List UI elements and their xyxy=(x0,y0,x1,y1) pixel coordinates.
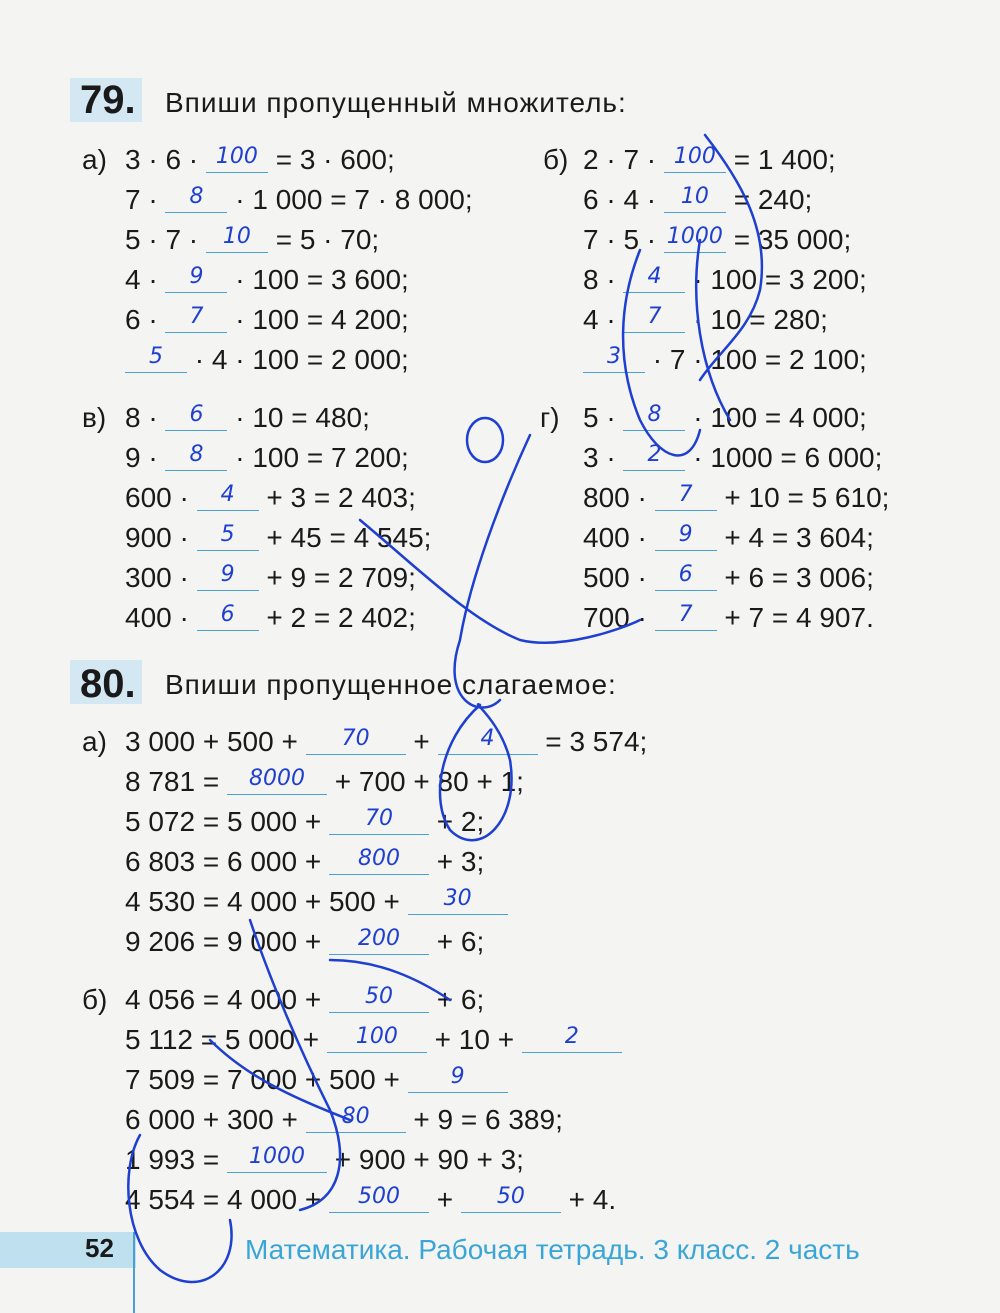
exercise-80-number: 80. xyxy=(80,662,136,706)
ex79-v-text: 8 · xyxy=(125,402,166,433)
ex80-b-text: + 900 + 90 + 3; xyxy=(326,1144,524,1175)
ex80-a-text: 6 803 = 6 000 + xyxy=(125,846,329,877)
exercise-79-title: Впиши пропущенный множитель: xyxy=(165,87,627,118)
ex79-a-text: 6 · xyxy=(125,304,166,335)
ex79-v-text: · 10 = 480; xyxy=(227,402,370,433)
ex80-b-text: 4 056 = 4 000 + xyxy=(125,984,329,1015)
ex80-b-text: 4 554 = 4 000 + xyxy=(125,1184,329,1215)
ex80-b-answer: 50 xyxy=(364,984,393,1009)
ex80-a-text: 8 781 = xyxy=(125,766,227,797)
ex79-g-text: · 100 = 4 000; xyxy=(685,402,867,433)
page-number: 52 xyxy=(85,1233,114,1263)
ex79-b-text: = 1 400; xyxy=(725,144,836,175)
ex79-g-text: + 7 = 4 907. xyxy=(716,602,874,633)
ex79-v-text: 300 · xyxy=(125,562,197,593)
ex80-a-text: + xyxy=(405,726,438,757)
ex79-v-answer: 4 xyxy=(220,482,235,507)
ex80-b-text: + 10 + xyxy=(426,1024,522,1055)
ex79-a-text: = 5 · 70; xyxy=(267,224,380,255)
ex80-b-text: + 4. xyxy=(560,1184,617,1215)
ex79-v-answer: 8 xyxy=(189,442,204,467)
ex79-v-answer: 5 xyxy=(220,522,235,547)
ex79-g-text: 3 · xyxy=(583,442,624,473)
ex79-a-text: · 100 = 4 200; xyxy=(227,304,409,335)
ex79-a-text: 3 · 6 · xyxy=(125,144,206,175)
ex79-v-text: 900 · xyxy=(125,522,197,553)
ex80-a-label: а) xyxy=(82,726,107,757)
ex79-g-answer: 2 xyxy=(647,442,662,467)
ex79-g-answer: 7 xyxy=(678,602,693,627)
ex79-g-text: 400 · xyxy=(583,522,655,553)
ex80-b-answer: 9 xyxy=(450,1064,465,1089)
ex80-a-answer: 8000 xyxy=(248,766,305,791)
ex80-a-answer: 200 xyxy=(357,926,400,951)
ex79-a-text: 4 · xyxy=(125,264,166,295)
ex79-b-text: 7 · 5 · xyxy=(583,224,664,255)
ex79-g-answer: 7 xyxy=(678,482,693,507)
ex80-a-text: = 3 574; xyxy=(537,726,648,757)
ex80-b-text: + 9 = 6 389; xyxy=(405,1104,563,1135)
ex79-a-answer: 7 xyxy=(189,304,204,329)
ex79-b-text: · 10 = 280; xyxy=(685,304,828,335)
ex79-a-text: 7 · xyxy=(125,184,166,215)
ex79-v-text: + 9 = 2 709; xyxy=(258,562,416,593)
ex79-v-answer: 6 xyxy=(220,602,235,627)
ex79-b-text: · 100 = 3 200; xyxy=(685,264,867,295)
ex80-b-second-answer: 50 xyxy=(496,1184,525,1209)
ex80-b-answer: 100 xyxy=(355,1024,398,1049)
ex79-g-text: + 10 = 5 610; xyxy=(716,482,890,513)
ex79-v-text: + 45 = 4 545; xyxy=(258,522,432,553)
ex79-b-text: 4 · xyxy=(583,304,624,335)
ex80-a-text: + 3; xyxy=(428,846,485,877)
exercise-80-title: Впиши пропущенное слагаемое: xyxy=(165,669,617,700)
ex79-v-text: · 100 = 7 200; xyxy=(227,442,409,473)
ex79-b-text: 8 · xyxy=(583,264,624,295)
ex79-g-text: + 4 = 3 604; xyxy=(716,522,874,553)
ex79-a-answer: 9 xyxy=(189,264,204,289)
ex79-b-answer: 7 xyxy=(647,304,662,329)
ex79-g-answer: 8 xyxy=(647,402,662,427)
ex80-b-answer: 1000 xyxy=(248,1144,305,1169)
ex79-a-answer: 10 xyxy=(222,224,251,249)
ex79-v-answer: 9 xyxy=(220,562,235,587)
ex79-b-answer: 4 xyxy=(647,264,662,289)
ex80-b-text: 5 112 = 5 000 + xyxy=(125,1024,327,1055)
ex79-b-text: · 7 · 100 = 2 100; xyxy=(645,344,867,375)
ex79-b-text: = 35 000; xyxy=(725,224,852,255)
ex79-g-text: 700 · xyxy=(583,602,655,633)
ex79-b-answer: 1000 xyxy=(666,224,723,249)
ex79-b-text: = 240; xyxy=(725,184,813,215)
ex80-b-second-answer: 2 xyxy=(564,1024,579,1049)
exercise-79-number: 79. xyxy=(80,78,136,122)
ex80-b-text: + xyxy=(428,1184,461,1215)
ex79-a-text: · 100 = 3 600; xyxy=(227,264,409,295)
ex79-v-text: 600 · xyxy=(125,482,197,513)
ex80-b-label: б) xyxy=(82,984,108,1015)
ex79-v-text: + 3 = 2 403; xyxy=(258,482,416,513)
ex79-g-text: · 1000 = 6 000; xyxy=(685,442,883,473)
ex79-g-answer: 6 xyxy=(678,562,693,587)
ex80-a-text: + 700 + 80 + 1; xyxy=(326,766,524,797)
ex80-a-text: 3 000 + 500 + xyxy=(125,726,306,757)
ex79-v-text: 9 · xyxy=(125,442,166,473)
ex79-a-answer: 8 xyxy=(189,184,204,209)
ex79-a-text: · 4 · 100 = 2 000; xyxy=(187,344,409,375)
ex80-a-answer: 800 xyxy=(357,846,400,871)
ex79-a-answer: 100 xyxy=(215,144,258,169)
ex79-a-text: 5 · 7 · xyxy=(125,224,206,255)
ex80-a-text: 5 072 = 5 000 + xyxy=(125,806,329,837)
ex79-b-label: б) xyxy=(543,144,569,175)
ex79-a-label: а) xyxy=(82,144,107,175)
ex80-b-answer: 500 xyxy=(357,1184,400,1209)
ex80-a-answer: 70 xyxy=(364,806,393,831)
ex79-a-text: · 1 000 = 7 · 8 000; xyxy=(227,184,473,215)
ex80-a-answer: 30 xyxy=(443,886,472,911)
ex79-v-text: + 2 = 2 402; xyxy=(258,602,416,633)
ex80-a-answer: 70 xyxy=(341,726,370,751)
ex79-v-text: 400 · xyxy=(125,602,197,633)
ex80-a-text: 4 530 = 4 000 + 500 + xyxy=(125,886,408,917)
ex79-g-answer: 9 xyxy=(678,522,693,547)
ex79-v-answer: 6 xyxy=(189,402,204,427)
footer-title: Математика. Рабочая тетрадь. 3 класс. 2 часть xyxy=(245,1234,860,1265)
ex80-a-text: + 6; xyxy=(428,926,485,957)
ex80-a-second-answer: 4 xyxy=(480,726,495,751)
ex79-g-text: 800 · xyxy=(583,482,655,513)
ex80-b-text: 1 993 = xyxy=(125,1144,227,1175)
ex79-v-label: в) xyxy=(82,402,107,433)
ex79-g-text: + 6 = 3 006; xyxy=(716,562,874,593)
ex79-g-text: 500 · xyxy=(583,562,655,593)
ex79-g-label: г) xyxy=(540,402,560,433)
ex80-a-text: 9 206 = 9 000 + xyxy=(125,926,329,957)
ex79-b-answer: 10 xyxy=(680,184,709,209)
ex80-b-text: 7 509 = 7 000 + 500 + xyxy=(125,1064,408,1095)
ex79-b-answer: 100 xyxy=(673,144,716,169)
ex80-b-text: 6 000 + 300 + xyxy=(125,1104,306,1135)
ex79-g-text: 5 · xyxy=(583,402,624,433)
ex79-b-answer: 3 xyxy=(607,344,621,369)
ex79-b-text: 2 · 7 · xyxy=(583,144,664,175)
ex79-a-answer: 5 xyxy=(149,344,163,369)
ex80-b-text: + 6; xyxy=(428,984,485,1015)
ex79-b-text: 6 · 4 · xyxy=(583,184,664,215)
ex79-a-text: = 3 · 600; xyxy=(267,144,395,175)
ex80-b-answer: 80 xyxy=(341,1104,370,1129)
ex80-a-text: + 2; xyxy=(428,806,485,837)
